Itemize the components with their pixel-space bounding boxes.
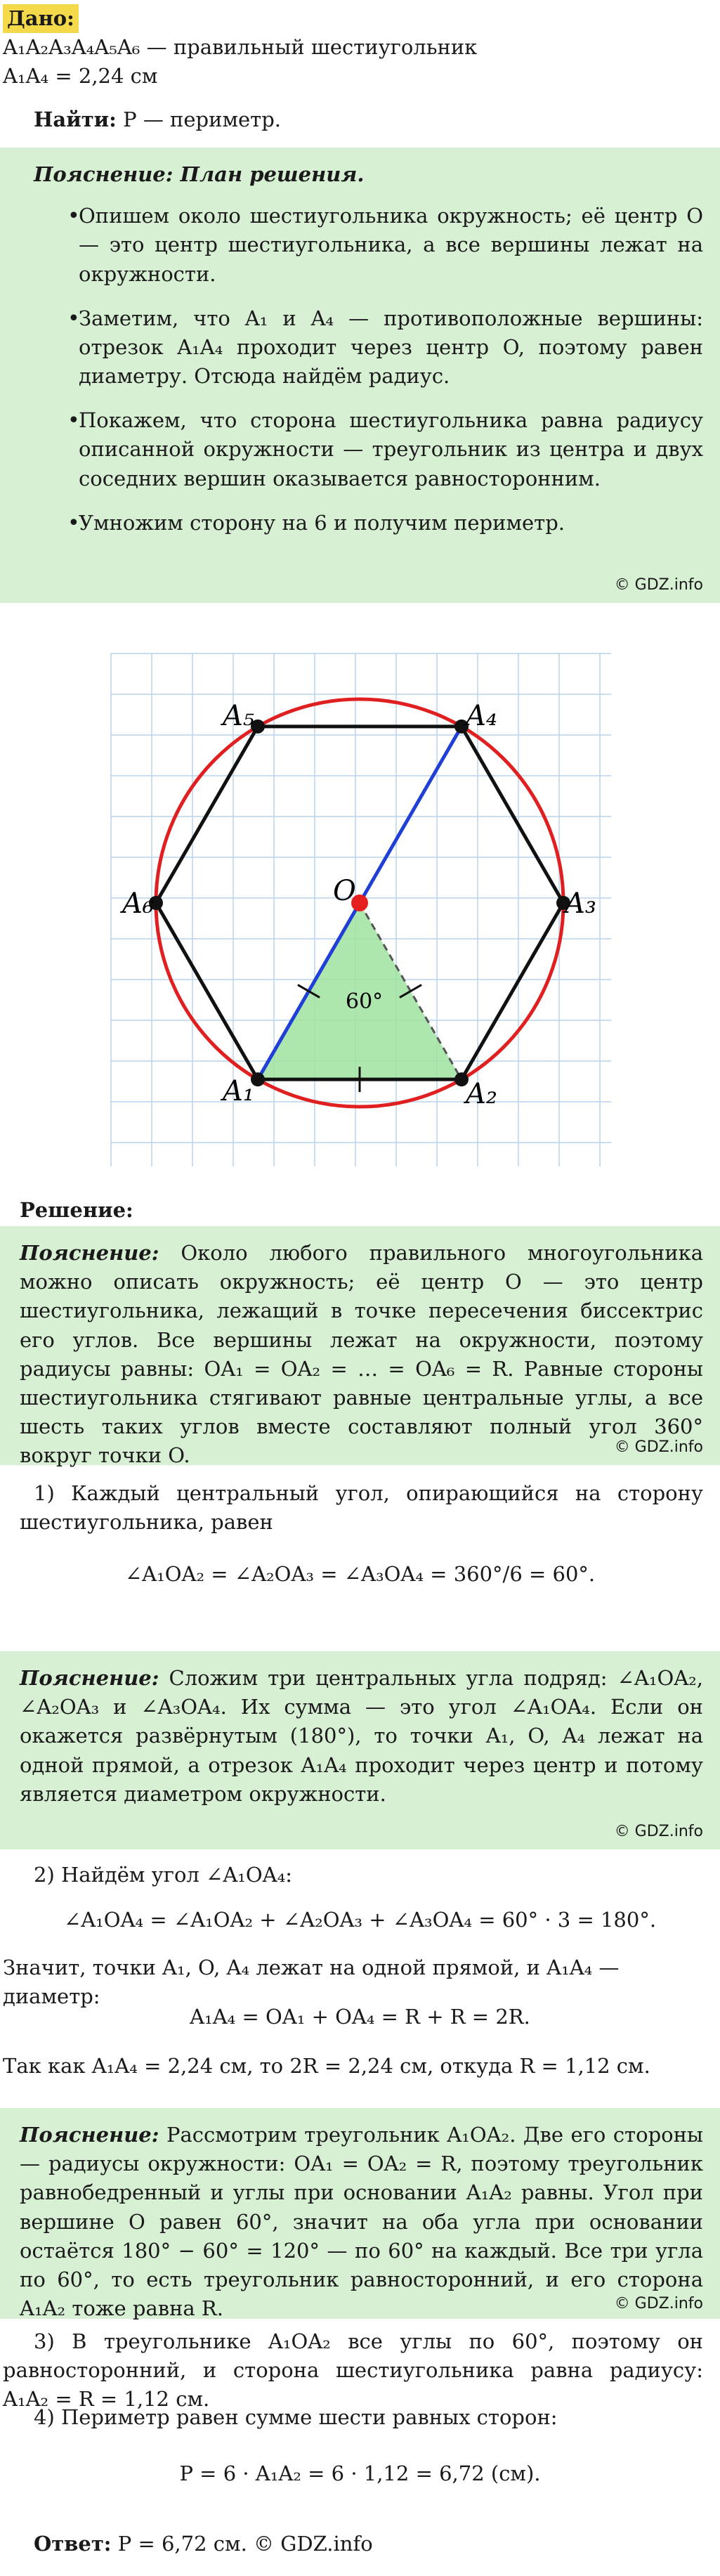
given-line-1: A₁A₂A₃A₄A₅A₆ — правильный шестиугольник [3, 35, 478, 60]
answer-text: P = 6,72 см. [117, 2532, 247, 2556]
step-3-text: 3) В треугольнике A₁OA₂ все углы по 60°, поэтому он равносторонний, и сторона шестиугольника равна радиусу: A₁A₂ = R = 1,12 см. [3, 2329, 703, 2412]
label-a4: A₄ [466, 699, 497, 732]
note-3-label: Пояснение: [20, 2123, 159, 2147]
answer-label: Ответ: [34, 2532, 112, 2556]
step-2-result: Так как A₁A₄ = 2,24 см, то 2R = 2,24 см, откуда R = 1,12 см. [3, 2054, 650, 2078]
note-1-label: Пояснение: [20, 1241, 159, 1265]
given-section [0, 4, 720, 91]
note-3-copyright: © GDZ.info [614, 2294, 703, 2312]
plan-list [34, 202, 703, 538]
step-2-formula-2: A₁A₄ = OA₁ + OA₄ = R + R = 2R. [190, 2005, 530, 2029]
step-2-text: 2) Найдём угол ∠A₁OA₄: [34, 1863, 293, 1887]
label-a6: A₆ [122, 887, 154, 920]
step-4-text: 4) Периметр равен сумме шести равных сторон: [34, 2405, 558, 2429]
note-box-2 [0, 1651, 720, 1849]
label-a2: A₂ [466, 1078, 497, 1111]
plan-item: • Заметим, что A₁ и A₄ — противоположные вершины: отрезок A₁A₄ проходит через центр O, поэтому равен диаметру. Отсюда найдём радиус. [34, 304, 703, 391]
note-1-copyright: © GDZ.info [614, 1438, 703, 1456]
answer [0, 2530, 720, 2558]
note-box-1 [0, 1226, 720, 1468]
label-a1: A₁ [223, 1075, 254, 1108]
plan-title: Пояснение: План решения. [34, 162, 365, 186]
note-box-3 [0, 2108, 720, 2319]
hexagon-diagram [0, 632, 720, 1195]
label-a5: A₅ [223, 699, 254, 732]
plan-copyright: © GDZ.info [614, 575, 703, 594]
step-2-formula: ∠A₁OA₄ = ∠A₁OA₂ + ∠A₂OA₃ + ∠A₃OA₄ = 60° · 3 = 180°. [63, 1908, 657, 1932]
plan-box [0, 148, 720, 603]
given-title: Дано: [3, 4, 79, 33]
step-1-text: 1) Каждый центральный угол, опирающийся на сторону шестиугольника, равен [20, 1481, 703, 1535]
step-1-formula: ∠A₁OA₂ = ∠A₂OA₃ = ∠A₃OA₄ = 360°/6 = 60°. [124, 1562, 596, 1586]
given-line-2: A₁A₄ = 2,24 см [3, 64, 158, 89]
plan-item: • Умножим сторону на 6 и получим периметр. [34, 509, 703, 538]
plan-item: • Покажем, что сторона шестиугольника равна радиусу описанной окружности — треугольник из центра и двух соседних вершин оказывается равносторонним. [34, 406, 703, 493]
step-2-line: Значит, точки A₁, O, A₄ лежат на одной прямой, и A₁A₄ — диаметр: [3, 1956, 620, 2009]
find-label: Найти: [34, 108, 117, 131]
plan-item: • Опишем около шестиугольника окружность; её центр O — это центр шестиугольника, а все вершины лежат на окружности. [34, 202, 703, 289]
note-2-text: Сложим три центральных угла подряд: ∠A₁OA₂, ∠A₂OA₃ и ∠A₃OA₄. Их сумма — это угол ∠A₁OA₄. Если он окажется развёрнутым (180°), то точки A₁, O, A₄ лежат на одной прямой, а отрезок A₁A₄ проходит через центр и потому является диаметром окружности. [20, 1666, 704, 1806]
label-a3: A₃ [565, 887, 596, 920]
find-text: P — периметр. [123, 108, 281, 131]
answer-copyright: © GDZ.info [254, 2532, 373, 2556]
find-section [0, 105, 720, 134]
note-3-text: Рассмотрим треугольник A₁OA₂. Две его стороны — радиусы окружности: OA₁ = OA₂ = R, поэтому треугольник равнобедренный и углы при основании A₁A₂ равны. Угол при вершине O равен 60°, значит на оба угла при основании остаётся 180° − 60° = 120° — по 60° на каждый. Все три угла по 60°, то есть треугольник равносторонний, и его сторона A₁A₂ тоже равна R. [20, 2123, 703, 2321]
hexagon-figure [0, 632, 720, 1195]
note-2-copyright: © GDZ.info [614, 1822, 703, 1840]
note-1-text: Около любого правильного многоугольника можно описать окружность; её центр O — это центр шестиугольника, лежащий в точке пересечения биссектрис его углов. Все вершины лежат на окружности, поэтому радиусы равны: OA₁ = OA₂ = … = OA₆ = R. Равные стороны шестиугольника стягивают равные центральные углы, а все шесть таких углов вместе составляют полный угол 360° вокруг точки O. [20, 1241, 703, 1468]
note-2-label: Пояснение: [20, 1666, 159, 1690]
solution-title: Решение: [20, 1198, 133, 1222]
label-angle: 60° [346, 989, 384, 1014]
label-o: O [333, 875, 356, 907]
step-4-formula: P = 6 · A₁A₂ = 6 · 1,12 = 6,72 (см). [179, 2461, 541, 2485]
